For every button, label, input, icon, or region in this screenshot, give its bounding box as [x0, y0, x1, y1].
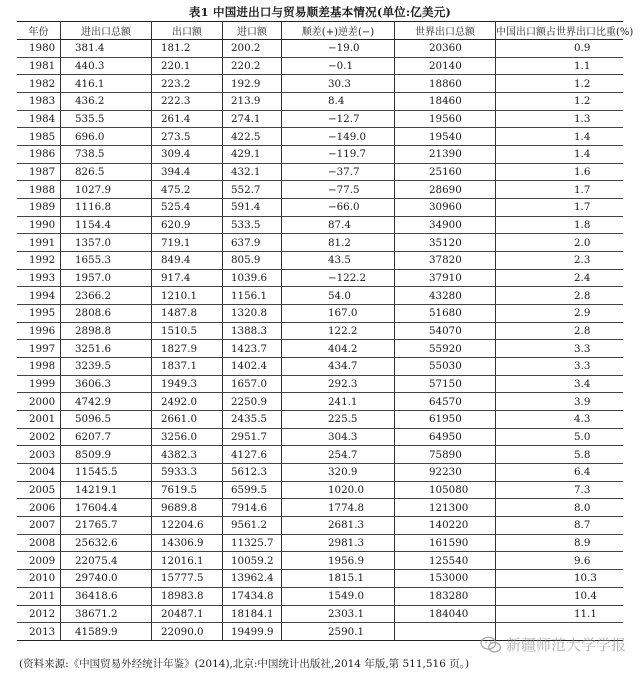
- table-cell: 92230: [395, 464, 496, 482]
- table-row: [17, 216, 623, 234]
- table-cell: 19540: [395, 128, 496, 146]
- table-cell: 2000: [17, 393, 61, 411]
- table-row: [17, 128, 623, 146]
- table-cell: 1957.0: [61, 269, 152, 287]
- table-cell: 620.9: [152, 216, 223, 234]
- table-cell: 1997: [17, 340, 61, 358]
- table-row: [17, 252, 623, 270]
- table-cell: 2.8: [496, 322, 624, 340]
- table-cell: 2.9: [496, 305, 624, 323]
- table-cell: 2492.0: [152, 393, 223, 411]
- table-cell: 12016.1: [152, 552, 223, 570]
- table-cell: 12204.6: [152, 517, 223, 535]
- table-cell: 181.2: [152, 40, 223, 58]
- table-cell: 552.7: [223, 181, 282, 199]
- table-cell: 6207.7: [61, 428, 152, 446]
- table-cell: 167.0: [282, 305, 395, 323]
- table-cell: 2951.7: [223, 428, 282, 446]
- table-row: [17, 234, 623, 252]
- table-cell: 8509.9: [61, 446, 152, 464]
- table-cell: 1357.0: [61, 234, 152, 252]
- table-cell: 1020.0: [282, 481, 395, 499]
- table-row: [17, 605, 623, 623]
- table-cell: 2681.3: [282, 517, 395, 535]
- table-cell: 1657.0: [223, 375, 282, 393]
- table-cell: 220.1: [152, 57, 223, 75]
- table-cell: 1487.8: [152, 305, 223, 323]
- table-cell: 3256.0: [152, 428, 223, 446]
- table-cell: 849.4: [152, 252, 223, 270]
- table-cell: 533.5: [223, 216, 282, 234]
- column-header-imports: 进口额: [223, 22, 282, 40]
- table-cell: 18460: [395, 93, 496, 111]
- table-cell: 18184.1: [223, 605, 282, 623]
- table-cell: 525.4: [152, 199, 223, 217]
- table-cell: 241.1: [282, 393, 395, 411]
- table-row: [17, 464, 623, 482]
- table-cell: 738.5: [61, 146, 152, 164]
- table-cell: 1154.4: [61, 216, 152, 234]
- table-cell: 1837.1: [152, 358, 223, 376]
- table-cell: 30960: [395, 199, 496, 217]
- table-cell: 1.1: [496, 57, 624, 75]
- table-cell: 1.3: [496, 110, 624, 128]
- column-header-exports: 出口额: [152, 22, 223, 40]
- table-cell: 225.5: [282, 411, 395, 429]
- table-cell: 436.2: [61, 93, 152, 111]
- table-cell: 55920: [395, 340, 496, 358]
- table-cell: 18983.8: [152, 587, 223, 605]
- table-cell: 11.1: [496, 605, 624, 623]
- table-cell: 1982: [17, 75, 61, 93]
- table-cell: 20360: [395, 40, 496, 58]
- table-cell: 1549.0: [282, 587, 395, 605]
- table-row: [17, 181, 623, 199]
- table-cell: 2007: [17, 517, 61, 535]
- table-cell: 1027.9: [61, 181, 152, 199]
- table-cell: 254.7: [282, 446, 395, 464]
- table-row: [17, 411, 623, 429]
- table-cell: 292.3: [282, 375, 395, 393]
- table-cell: 1983: [17, 93, 61, 111]
- table-cell: 20140: [395, 57, 496, 75]
- table-cell: 273.5: [152, 128, 223, 146]
- table-cell: 7.3: [496, 481, 624, 499]
- table-cell: 2010: [17, 570, 61, 588]
- table-row: [17, 163, 623, 181]
- table-cell: 2002: [17, 428, 61, 446]
- table-cell: 54.0: [282, 287, 395, 305]
- table-cell: 17604.4: [61, 499, 152, 517]
- watermark-text: 新疆师范大学学报: [505, 636, 626, 654]
- table-cell: 37910: [395, 269, 496, 287]
- table-cell: 2011: [17, 587, 61, 605]
- table-cell: 535.5: [61, 110, 152, 128]
- table-cell: 434.7: [282, 358, 395, 376]
- table-cell: 9689.8: [152, 499, 223, 517]
- table-cell: 25160: [395, 163, 496, 181]
- table-cell: 105080: [395, 481, 496, 499]
- table-cell: 8.4: [282, 93, 395, 111]
- table-cell: 5.0: [496, 428, 624, 446]
- table-row: [17, 570, 623, 588]
- table-cell: 125540: [395, 552, 496, 570]
- table-cell: 1985: [17, 128, 61, 146]
- table-cell: 21765.7: [61, 517, 152, 535]
- table-cell: 1.7: [496, 199, 624, 217]
- table-cell: 1.6: [496, 163, 624, 181]
- table-row: [17, 287, 623, 305]
- table-row: [17, 587, 623, 605]
- source-note: (资料来源:《中国贸易外经统计年鉴》(2014),北京:中国统计出版社,2014 年版,第 511,516 页。): [19, 658, 470, 670]
- table-cell: 3.9: [496, 393, 624, 411]
- table-cell: 153000: [395, 570, 496, 588]
- table-cell: 2898.8: [61, 322, 152, 340]
- table-cell: 2005: [17, 481, 61, 499]
- table-cell: 38671.2: [61, 605, 152, 623]
- table-cell: 1116.8: [61, 199, 152, 217]
- table-cell: 34900: [395, 216, 496, 234]
- table-cell: 184040: [395, 605, 496, 623]
- table-cell: 21390: [395, 146, 496, 164]
- table-cell: 8.9: [496, 534, 624, 552]
- table-cell: 320.9: [282, 464, 395, 482]
- table-cell: 1827.9: [152, 340, 223, 358]
- table-row: [17, 375, 623, 393]
- table-cell: 2008: [17, 534, 61, 552]
- table-cell: 1998: [17, 358, 61, 376]
- table-cell: 15777.5: [152, 570, 223, 588]
- table-cell: 7914.6: [223, 499, 282, 517]
- column-header-total-trade: 进出口总额: [61, 22, 152, 40]
- table-cell: 30.3: [282, 75, 395, 93]
- table-cell: 1.2: [496, 93, 624, 111]
- table-cell: 22075.4: [61, 552, 152, 570]
- table-cell: −119.7: [282, 146, 395, 164]
- table-cell: 54070: [395, 322, 496, 340]
- table-cell: 4742.9: [61, 393, 152, 411]
- table-cell: 5096.5: [61, 411, 152, 429]
- table-cell: 87.4: [282, 216, 395, 234]
- table-row: [17, 517, 623, 535]
- table-cell: 1402.4: [223, 358, 282, 376]
- table-cell: 9561.2: [223, 517, 282, 535]
- table-cell: 43.5: [282, 252, 395, 270]
- table-row: [17, 305, 623, 323]
- table-cell: 416.1: [61, 75, 152, 93]
- table-cell: 37820: [395, 252, 496, 270]
- table-cell: 1.7: [496, 181, 624, 199]
- table-cell: 4382.3: [152, 446, 223, 464]
- table-cell: 826.5: [61, 163, 152, 181]
- table-cell: 2009: [17, 552, 61, 570]
- table-cell: 805.9: [223, 252, 282, 270]
- table-cell: −149.0: [282, 128, 395, 146]
- table-cell: 64570: [395, 393, 496, 411]
- table-cell: 11545.5: [61, 464, 152, 482]
- table-cell: 2808.6: [61, 305, 152, 323]
- table-cell: 917.4: [152, 269, 223, 287]
- table-cell: 1.2: [496, 75, 624, 93]
- column-header-share: 中国出口额占世界出口比重(%): [496, 22, 624, 40]
- table-cell: 14306.9: [152, 534, 223, 552]
- table-cell: 637.9: [223, 234, 282, 252]
- table-cell: 1992: [17, 252, 61, 270]
- wechat-icon: [480, 636, 502, 654]
- table-cell: 2.8: [496, 287, 624, 305]
- table-cell: 1987: [17, 163, 61, 181]
- table-cell: 5612.3: [223, 464, 282, 482]
- table-row: [17, 75, 623, 93]
- column-header-balance: 顺差(+)逆差(−): [282, 22, 395, 40]
- table-cell: 304.3: [282, 428, 395, 446]
- table-cell: 2250.9: [223, 393, 282, 411]
- table-cell: 1990: [17, 216, 61, 234]
- table-cell: 475.2: [152, 181, 223, 199]
- table-cell: 432.1: [223, 163, 282, 181]
- table-cell: 161590: [395, 534, 496, 552]
- table-row: [17, 199, 623, 217]
- table-cell: 81.2: [282, 234, 395, 252]
- table-cell: 1423.7: [223, 340, 282, 358]
- table-cell: 192.9: [223, 75, 282, 93]
- table-row: [17, 146, 623, 164]
- table-cell: 1991: [17, 234, 61, 252]
- table-row: [17, 322, 623, 340]
- table-cell: 64950: [395, 428, 496, 446]
- table-cell: 41589.9: [61, 623, 152, 641]
- table-cell: 222.3: [152, 93, 223, 111]
- table-cell: 25632.6: [61, 534, 152, 552]
- table-row: [17, 499, 623, 517]
- table-cell: 57150: [395, 375, 496, 393]
- table-cell: 11325.7: [223, 534, 282, 552]
- table-cell: 5.8: [496, 446, 624, 464]
- table-cell: 6599.5: [223, 481, 282, 499]
- table-cell: 3606.3: [61, 375, 152, 393]
- table-cell: 75890: [395, 446, 496, 464]
- header-row: [17, 22, 623, 40]
- table-cell: 440.3: [61, 57, 152, 75]
- table-cell: 10.3: [496, 570, 624, 588]
- table-cell: 2590.1: [282, 623, 395, 641]
- table-row: [17, 393, 623, 411]
- table-cell: 2006: [17, 499, 61, 517]
- table-cell: 1815.1: [282, 570, 395, 588]
- table-cell: −66.0: [282, 199, 395, 217]
- table-row: [17, 269, 623, 287]
- table-cell: 2003: [17, 446, 61, 464]
- table-row: [17, 552, 623, 570]
- table-cell: 1999: [17, 375, 61, 393]
- table-cell: 2012: [17, 605, 61, 623]
- table-cell: 18860: [395, 75, 496, 93]
- table-cell: 1210.1: [152, 287, 223, 305]
- table-cell: −12.7: [282, 110, 395, 128]
- table-cell: 1.4: [496, 128, 624, 146]
- table-cell: 1995: [17, 305, 61, 323]
- table-cell: 9.6: [496, 552, 624, 570]
- table-cell: 1994: [17, 287, 61, 305]
- table-row: [17, 110, 623, 128]
- table-cell: 2366.2: [61, 287, 152, 305]
- table-row: [17, 57, 623, 75]
- table-cell: 1956.9: [282, 552, 395, 570]
- table-cell: 261.4: [152, 110, 223, 128]
- table-row: [17, 358, 623, 376]
- table-cell: 1988: [17, 181, 61, 199]
- table-cell: 3.4: [496, 375, 624, 393]
- table-cell: 3239.5: [61, 358, 152, 376]
- table-cell: −77.5: [282, 181, 395, 199]
- table-cell: 17434.8: [223, 587, 282, 605]
- table-cell: 122.2: [282, 322, 395, 340]
- table-cell: 0.9: [496, 40, 624, 58]
- table-cell: 4.3: [496, 411, 624, 429]
- table-cell: 1986: [17, 146, 61, 164]
- table-cell: 1.8: [496, 216, 624, 234]
- table-title: 表1 中国进出口与贸易顺差基本情况(单位:亿美元): [188, 5, 452, 19]
- table-cell: 121300: [395, 499, 496, 517]
- column-header-world-exports: 世界出口总额: [395, 22, 496, 40]
- table-cell: 2435.5: [223, 411, 282, 429]
- table-cell: 20487.1: [152, 605, 223, 623]
- table-cell: 220.2: [223, 57, 282, 75]
- table-cell: 140220: [395, 517, 496, 535]
- table-cell: 1980: [17, 40, 61, 58]
- table-cell: 719.1: [152, 234, 223, 252]
- table-cell: −0.1: [282, 57, 395, 75]
- table-cell: 1.4: [496, 146, 624, 164]
- table-cell: 2004: [17, 464, 61, 482]
- table-cell: 8.7: [496, 517, 624, 535]
- watermark: [480, 634, 626, 655]
- table-cell: 1320.8: [223, 305, 282, 323]
- table-cell: 55030: [395, 358, 496, 376]
- table-cell: 309.4: [152, 146, 223, 164]
- table-cell: 1039.6: [223, 269, 282, 287]
- table-row: [17, 340, 623, 358]
- trade-table: [17, 21, 634, 641]
- table-cell: −122.2: [282, 269, 395, 287]
- table-cell: 28690: [395, 181, 496, 199]
- table-cell: 7619.5: [152, 481, 223, 499]
- table-cell: 14219.1: [61, 481, 152, 499]
- table-cell: −37.7: [282, 163, 395, 181]
- table-cell: 6.4: [496, 464, 624, 482]
- table-row: [17, 93, 623, 111]
- table-cell: 36418.6: [61, 587, 152, 605]
- table-cell: 200.2: [223, 40, 282, 58]
- table-cell: 1949.3: [152, 375, 223, 393]
- table-cell: 35120: [395, 234, 496, 252]
- table-cell: 381.4: [61, 40, 152, 58]
- table-cell: 10.4: [496, 587, 624, 605]
- table-cell: 1774.8: [282, 499, 395, 517]
- table-cell: 1996: [17, 322, 61, 340]
- table-row: [17, 40, 623, 58]
- table-cell: 2.3: [496, 252, 624, 270]
- table-cell: 429.1: [223, 146, 282, 164]
- table-body: [17, 40, 623, 641]
- table-cell: 3.3: [496, 340, 624, 358]
- table-cell: 1156.1: [223, 287, 282, 305]
- table-cell: 1655.3: [61, 252, 152, 270]
- table-cell: 2981.3: [282, 534, 395, 552]
- table-cell: 51680: [395, 305, 496, 323]
- column-header-year: 年份: [17, 22, 61, 40]
- table-cell: 2001: [17, 411, 61, 429]
- table-cell: 2303.1: [282, 605, 395, 623]
- table-cell: 213.9: [223, 93, 282, 111]
- table-cell: 422.5: [223, 128, 282, 146]
- table-cell: 696.0: [61, 128, 152, 146]
- table-cell: 223.2: [152, 75, 223, 93]
- table-cell: 61950: [395, 411, 496, 429]
- table-cell: 1981: [17, 57, 61, 75]
- table-row: [17, 481, 623, 499]
- table-cell: 8.0: [496, 499, 624, 517]
- table-cell: 10059.2: [223, 552, 282, 570]
- table-cell: 43280: [395, 287, 496, 305]
- table-cell: 2013: [17, 623, 61, 641]
- table-cell: 3.3: [496, 358, 624, 376]
- table-cell: 183280: [395, 587, 496, 605]
- table-cell: 3251.6: [61, 340, 152, 358]
- table-row: [17, 428, 623, 446]
- table-cell: 591.4: [223, 199, 282, 217]
- table-cell: 404.2: [282, 340, 395, 358]
- table-cell: 19499.9: [223, 623, 282, 641]
- table-cell: 19560: [395, 110, 496, 128]
- table-cell: 2.0: [496, 234, 624, 252]
- table-cell: 394.4: [152, 163, 223, 181]
- table-cell: 2661.0: [152, 411, 223, 429]
- table-cell: 1989: [17, 199, 61, 217]
- table-cell: 13962.4: [223, 570, 282, 588]
- table-cell: 4127.6: [223, 446, 282, 464]
- table-cell: 1993: [17, 269, 61, 287]
- table-row: [17, 446, 623, 464]
- table-cell: 1388.3: [223, 322, 282, 340]
- table-cell: 22090.0: [152, 623, 223, 641]
- table-cell: 274.1: [223, 110, 282, 128]
- table-cell: 29740.0: [61, 570, 152, 588]
- table-cell: 2.4: [496, 269, 624, 287]
- table-cell: 1984: [17, 110, 61, 128]
- table-cell: 5933.3: [152, 464, 223, 482]
- table-cell: −19.0: [282, 40, 395, 58]
- table-cell: 1510.5: [152, 322, 223, 340]
- table-row: [17, 534, 623, 552]
